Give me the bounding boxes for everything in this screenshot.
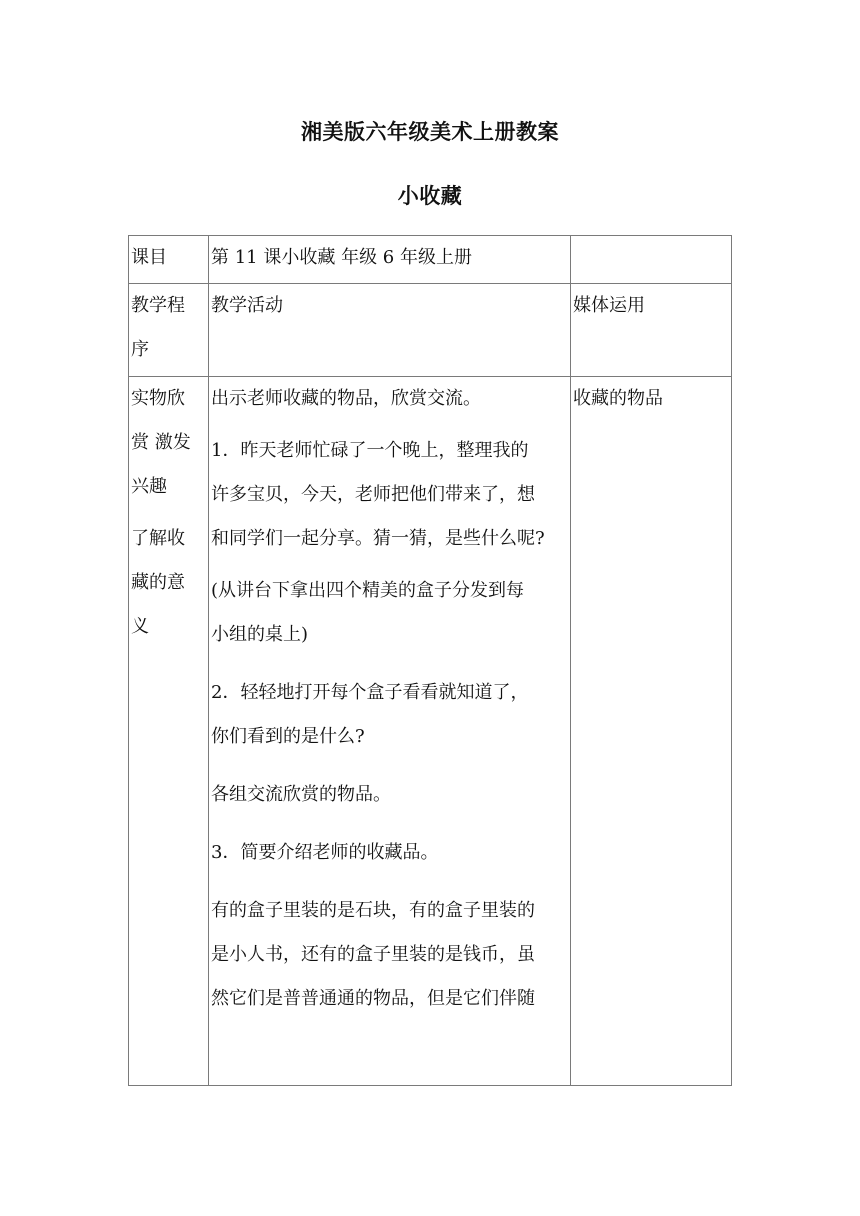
stage-label-line: 实物欣 [131, 388, 185, 409]
cell-activity-content [209, 377, 571, 1086]
cell-procedure-label [129, 284, 209, 377]
stage-label-line: 义 [131, 616, 149, 637]
stage-label-line: 兴趣 [131, 476, 167, 497]
cell-media-header: 媒体运用 [571, 284, 732, 377]
text-line: 出示老师收藏的物品，欣赏交流。 [211, 388, 481, 409]
table-row-activity [129, 377, 732, 1086]
cell-subject-label: 课目 [129, 236, 209, 284]
activity-paragraph [211, 773, 568, 817]
text-line: (从讲台下拿出四个精美的盒子分发到每 [211, 580, 525, 601]
text-line: 许多宝贝，今天，老师把他们带来了，想 [211, 484, 535, 505]
activity-paragraph [211, 429, 568, 561]
stage-label-line: 了解收 [131, 528, 185, 549]
activity-paragraph [211, 377, 568, 421]
document-title: 湘美版六年级美术上册教案 [301, 120, 559, 144]
activity-paragraph [211, 831, 568, 875]
table-row-header [129, 284, 732, 377]
cell-subject-media [571, 236, 732, 284]
text-line: 各组交流欣赏的物品。 [211, 784, 391, 805]
cell-media-content: 收藏的物品 [571, 377, 732, 1086]
text-line: 是小人书，还有的盒子里装的是钱币，虽 [211, 944, 535, 965]
cell-subject-content: 第 11 课小收藏 年级 6 年级上册 [209, 236, 571, 284]
text-line: 小组的桌上) [211, 624, 309, 645]
text-line: 和同学们一起分享。猜一猜，是些什么呢? [211, 528, 545, 549]
activity-paragraph [211, 671, 568, 759]
document-subtitle: 小收藏 [397, 184, 463, 208]
cell-activity-header: 教学活动 [209, 284, 571, 377]
text-line: 1．昨天老师忙碌了一个晚上，整理我的 [211, 440, 529, 461]
table-row-subject [129, 236, 732, 284]
text-line: 3．简要介绍老师的收藏品。 [211, 842, 439, 863]
activity-paragraph [211, 569, 568, 657]
text-line: 然它们是普普通通的物品，但是它们伴随 [211, 988, 535, 1009]
text-line: 2．轻轻地打开每个盒子看看就知道了， [211, 682, 529, 703]
procedure-label-line-1: 教学程 [131, 295, 185, 316]
activity-paragraph [211, 889, 568, 1021]
cell-stage-label [129, 377, 209, 1086]
text-line: 你们看到的是什么? [211, 726, 365, 747]
text-line: 有的盒子里装的是石块，有的盒子里装的 [211, 900, 535, 921]
procedure-label-line-2: 序 [131, 339, 149, 360]
stage-label-line: 赏 激发 [131, 432, 191, 453]
stage-label-line: 藏的意 [131, 572, 185, 593]
lesson-plan-table [128, 235, 732, 1086]
